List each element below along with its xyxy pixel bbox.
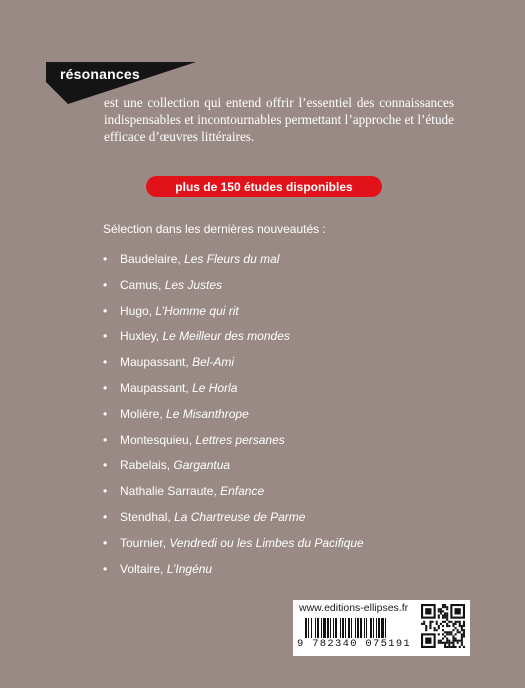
bullet-icon: •: [103, 355, 108, 370]
item-author: Rabelais,: [120, 458, 171, 473]
bullet-icon: •: [103, 329, 108, 344]
bullet-icon: •: [103, 252, 108, 266]
item-title: La Chartreuse de Parme: [174, 509, 306, 524]
item-author: Stendhal,: [120, 509, 171, 524]
list-item: [103, 381, 364, 407]
item-title: Bel-Ami: [192, 355, 235, 370]
list-item: [103, 252, 364, 278]
collection-name: résonances: [60, 66, 140, 82]
item-title: L’Ingénu: [166, 561, 213, 576]
title-list: [103, 252, 364, 587]
bullet-icon: •: [103, 277, 108, 292]
item-author: Maupassant,: [120, 355, 189, 370]
bullet-icon: •: [103, 432, 108, 447]
list-item: [103, 536, 364, 562]
item-title: Le Horla: [192, 380, 238, 395]
bullet-icon: •: [103, 535, 108, 550]
isbn-number: 9 782340 075191: [297, 638, 412, 650]
list-item: [103, 329, 364, 355]
item-title: Les Justes: [164, 277, 223, 292]
item-title: Gargantua: [173, 458, 231, 473]
list-item: [103, 355, 364, 381]
list-item: [103, 562, 364, 588]
item-author: Baudelaire,: [120, 252, 181, 266]
bullet-icon: •: [103, 458, 108, 473]
item-author: Tournier,: [120, 535, 167, 550]
list-item: [103, 407, 364, 433]
bullet-icon: •: [103, 303, 108, 318]
bullet-icon: •: [103, 484, 108, 499]
item-title: Le Meilleur des mondes: [162, 329, 290, 344]
item-title: Vendredi ou les Limbes du Pacifique: [169, 535, 364, 550]
item-author: Huxley,: [120, 329, 160, 344]
list-item: [103, 510, 364, 536]
item-title: Lettres persanes: [195, 432, 285, 447]
bullet-icon: •: [103, 380, 108, 395]
selection-heading: Sélection dans les dernières nouveautés :: [103, 222, 326, 236]
qr-code-icon: [421, 604, 465, 648]
bullet-icon: •: [103, 561, 108, 576]
item-title: Le Misanthrope: [166, 406, 249, 421]
item-title: L’Homme qui rit: [155, 303, 239, 318]
item-author: Montesquieu,: [120, 432, 193, 447]
item-author: Camus,: [120, 277, 162, 292]
item-title: Les Fleurs du mal: [184, 252, 280, 266]
barcode-icon: [305, 618, 417, 638]
publisher-url[interactable]: www.editions-ellipses.fr: [299, 602, 409, 614]
list-item: [103, 458, 364, 484]
item-author: Voltaire,: [120, 561, 164, 576]
bullet-icon: •: [103, 406, 108, 421]
barcode-panel: [293, 600, 470, 656]
item-author: Nathalie Sarraute,: [120, 484, 217, 499]
list-item: [103, 484, 364, 510]
item-author: Hugo,: [120, 303, 153, 318]
bullet-icon: •: [103, 509, 108, 524]
list-item: [103, 433, 364, 459]
collection-description: est une collection qui entend offrir l’essentiel des connaissances indispensables et incontournables permettant l’approche et l’étude efficace d’œuvres littéraires.: [104, 95, 454, 144]
list-item: [103, 304, 364, 330]
item-author: Maupassant,: [120, 380, 189, 395]
studies-count-badge: plus de 150 études disponibles: [146, 176, 382, 197]
list-item: [103, 278, 364, 304]
item-author: Molière,: [120, 406, 163, 421]
item-title: Enfance: [220, 484, 265, 499]
